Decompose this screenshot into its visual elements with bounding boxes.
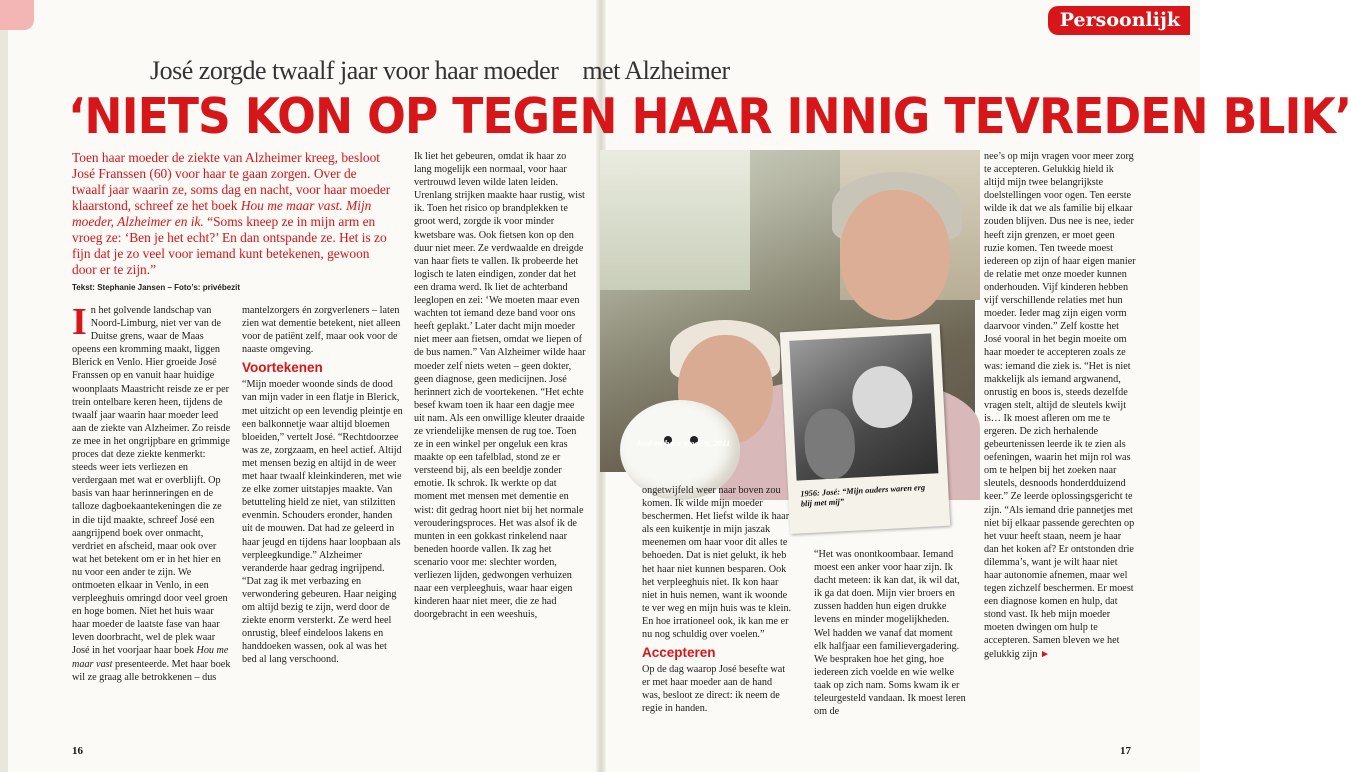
drop-cap: I — [72, 301, 87, 343]
column-6-body: nee’s op mijn vragen voor meer zorg te accepteren. Gelukkig hield ik altijd mijn twee belangrijkste doelstellingen voor ogen. Ten eerste wilde ik dat we als familie bij elkaar zouden blijven. Dus nee is nee, ieder heeft zijn grenzen, er moet geen ruzie komen. Ten tweede moest iedereen op zijn of haar eigen manier de relatie met onze moeder kunnen onderhouden. Vijf kinderen hebben vijf verschillende relaties met hun moeder. Ieder mag zijn eigen vorm daarvoor vinden.” Zelf kostte het José vooral in het begin moeite om haar moeder te accepteren zoals ze was: iemand die ziek is. “Het is niet makkelijk als iemand argwanend, onrustig en boos is, steeds dezelfde vragen stelt, altijd de sleutels kwijt is… Ik moest afleren om me te ergeren. De zich herhalende gebeurtenissen leerde ik te zien als oefeningen, waarin het mijn rol was om te helpen bij het zoeken naar sleutels, desnoods honderdduizend keer.” Ze leerde oplossingsgericht te zijn. “Als iemand drie pannetjes met niet bij elkaar passende gerechten op het vuur heeft staan, neem je haar dan het koken af? Er ontstonden drie dilemma’s, want je wilt haar niet haar autonomie afnemen, maar wel tegen zichzelf beschermen. Er moest een diagnose komen en hulp, dat stond vast. Ik heb mijn moeder moeten dwingen om hulp te accepteren. Samen bleven we het gelukkig zijn — [984, 151, 1136, 660]
column-2-text: mantelzorgers én zorgverleners – laten zien wat dementie betekent, niet alleen voor de patiënt zelf, maar ook voor de naaste omgeving. — [242, 305, 401, 356]
inset-photo-mother — [803, 408, 857, 481]
column-1-text: n het golvende landschap van Noord-Limburg, niet ver van de Duitse grens, waar de Maas opeens een kromming maakt, liggen Blerick en Venlo. Hier groeide José Franssen op en vanuit haar huidige woonplaats Maastricht reisde ze er per trein ontelbare keren heen, tijdens de twaalf jaar waarin haar moeder leed aan de ziekte van Alzheimer. Zo reisde ze mee in het ongrijpbare en grimmige proces dat deze ziekte kenmerkt: steeds weer iets verliezen en verdergaan met wat er overblijft. Op basis van haar herinneringen en de talloze dagboekaantekeningen die ze in die tijd maakte, schreef José een aangrijpend boek over onmacht, verdriet en afscheid, maar ook over wat het betekent om er in het hier en nu voor een ander te zijn. We ontmoeten elkaar in Venlo, in een verpleeghuis omringd door veel groen en hoge bomen. Niet het huis waar haar moeder de laatste fase van haar leven doorbracht, wel de plek waar José in het voorjaar haar boek — [72, 305, 231, 657]
column-1-book-title: Hou me maar vast — [72, 645, 229, 670]
inset-photo-image — [789, 333, 938, 480]
article-column-1 — [72, 301, 232, 684]
credit-line: Tekst: Stephanie Jansen – Foto’s: privébezit — [72, 283, 241, 292]
column-1-text-end: presenteerde. Met haar boek wil ze graag alle betrokkenen – dus — [72, 658, 231, 683]
article-column-2 — [242, 304, 404, 666]
column-4-text: ongetwijfeld weer naar boven zou komen. Ik wilde mijn moeder beschermen. Het liefst wilde ik haar als een kuikentje in mijn jaszak meenemen om haar voor dit alles te behoeden. Dat is niet gelukt, ik heb het haar niet kunnen besparen. Ook het verpleeghuis niet. Ik kon haar niet in huis nemen, want ik woonde te ver weg en mijn huis was te klein. En hoe irrationeel ook, ik kan me er nu nog schuldig over voelen.” — [642, 485, 792, 641]
intro-text: Toen haar moeder de ziekte van Alzheimer kreeg, besloot José Franssen (60) voor haar te gaan zorgen. Over de twaalf jaar waarin ze, soms dag en nacht, voor haar moeder klaarstond, schreef ze het boek — [72, 150, 391, 213]
photo-window — [600, 150, 750, 290]
article-column-5 — [814, 548, 966, 718]
continue-arrow-icon: ► — [1040, 648, 1051, 660]
kicker-part-2: met Alzheimer — [582, 56, 730, 85]
column-4-text-continued: Op de dag waarop José besefte wat er met haar moeder aan de hand was, besloot ze direct: ik neem de regie in handen. — [642, 664, 786, 715]
left-page-tab — [0, 0, 34, 30]
intro-book-title: Hou me maar vast. Mijn moeder, Alzheimer en ik. — [72, 198, 372, 229]
page-number-right: 17 — [1120, 745, 1131, 757]
photo-face-jose — [840, 190, 950, 320]
subhead-accepteren: Accepteren — [642, 645, 716, 661]
column-3-text: Ik liet het gebeuren, omdat ik haar zo lang mogelijk een normaal, voor haar vertrouwd leven wilde laten leiden. Urenlang strijken maakte haar rustig, wist ik. Toen het risico op brandplekken te groot werd, zorgde ik voor minder kwetsbare was. Ook fietsen kon op den duur niet meer. Ze verdwaalde en dreigde van haar fiets te vallen. Ik probeerde het logisch te laten eindigen, zonder dat het een drama werd. Ik liet de achterband leeglopen en zei: ‘We moeten maar even wachten tot iemand deze band voor ons heeft geplakt.’ Later dacht mijn moeder niet meer aan fietsen, omdat we liepen of de bus namen.” Van Alzheimer wilde haar moeder zelf niets weten – geen dokter, geen diagnose, geen medicijnen. José herinnert zich de voortekenen. “Het echte besef kwam toen ik haar een dagje mee uit nam. Als een onwillige kleuter draaide ze vriendelijke mensen de rug toe. Toen ze in een winkel per ongeluk een kras maakte op een tafelblad, stond ze er versteend bij, als een beeldje zonder emotie. Ik schrok. Ik werkte op dat moment met mensen met dementie en wist: dit gedrag hoort niet bij het normale verouderingsproces. Het was alsof ik de munten in een gokkast rinkelend naar beneden hoorde vallen. Ik zag het scenario voor me: slechter worden, verliezen lijden, gedwongen verhuizen naar een verpleeghuis, waar haar eigen kinderen haar niet meer, die ze had doorgebracht in een weeshuis, — [414, 151, 586, 621]
article-column-4 — [642, 484, 792, 716]
section-tag: Persoonlijk — [1048, 6, 1190, 35]
inset-photo-1956 — [780, 324, 950, 534]
subhead-voortekenen: Voortekenen — [242, 360, 323, 376]
column-6-text — [984, 150, 1136, 661]
inset-caption: 1956: José: “Mijn ouders waren erg blij met mij” — [800, 482, 926, 509]
intro-quote: “Soms kneep ze in mijn arm en vroeg ze: ‘Ben je het echt?’ En dan ontspande ze. Het is zo fijn dat je zo veel voor iemand kunt betekenen, gewoon door er te zijn.” — [72, 214, 387, 277]
article-column-6 — [984, 150, 1136, 661]
intro-lead — [72, 150, 392, 278]
column-5-text: “Het was onontkoombaar. Iemand moest een anker voor haar zijn. Ik dacht meteen: ik kan dat, ik wil dat, ik ga dat doen. Mijn vier broers en zussen hadden hun eigen drukke levens en minder mogelijkheden. Wel hadden we vanaf dat moment elk halfjaar een familievergadering. We bespraken hoe het ging, hoe iedereen zich voelde en wie welke taak op zich nam. Soms kwam ik er teleurgesteld vandaan. Ik moest leren om de — [814, 549, 966, 718]
inset-photo-baby — [851, 365, 914, 430]
kicker-part-1: José zorgde twaalf jaar voor haar moeder — [150, 56, 559, 85]
column-2-text-continued: “Mijn moeder woonde sinds de dood van mijn vader in een flatje in Blerick, met uitzicht op een levendig pleintje en een balkonnetje waar altijd bloemen bloeiden,” vertelt José. “Rechtdoorzee was ze, zorgzaam, en heel actief. Altijd met mensen bezig en altijd in de weer met haar twaalf kleinkinderen, met wie ze elke zomer uitstapjes maakte. Van betutteling hield ze niet, van stilzitten evenmin. Schouders eronder, handen uit de mouwen. Dat had ze geleerd in haar jeugd en tijdens haar loopbaan als verpleegkundige.” Alzheimer veranderde haar gedrag ingrijpend. “Dat zag ik met verbazing en verwondering gebeuren. Haar neiging om altijd bezig te zijn, werd door de ziekte enorm versterkt. Ze werd heel onrustig, bleef eindeloos lakens en handdoeken wassen, ook al was het bed al lang verschoond. — [242, 379, 403, 666]
kicker — [150, 56, 730, 86]
left-page-edge — [0, 0, 8, 772]
headline: ‘NIETS KON OP TEGEN HAAR INNIG TEVREDEN BLIK’ — [68, 88, 1351, 145]
photo-caption: José en haar moeder, 2011 — [636, 438, 731, 448]
article-column-3 — [414, 150, 586, 621]
page-number-left: 16 — [72, 745, 83, 757]
